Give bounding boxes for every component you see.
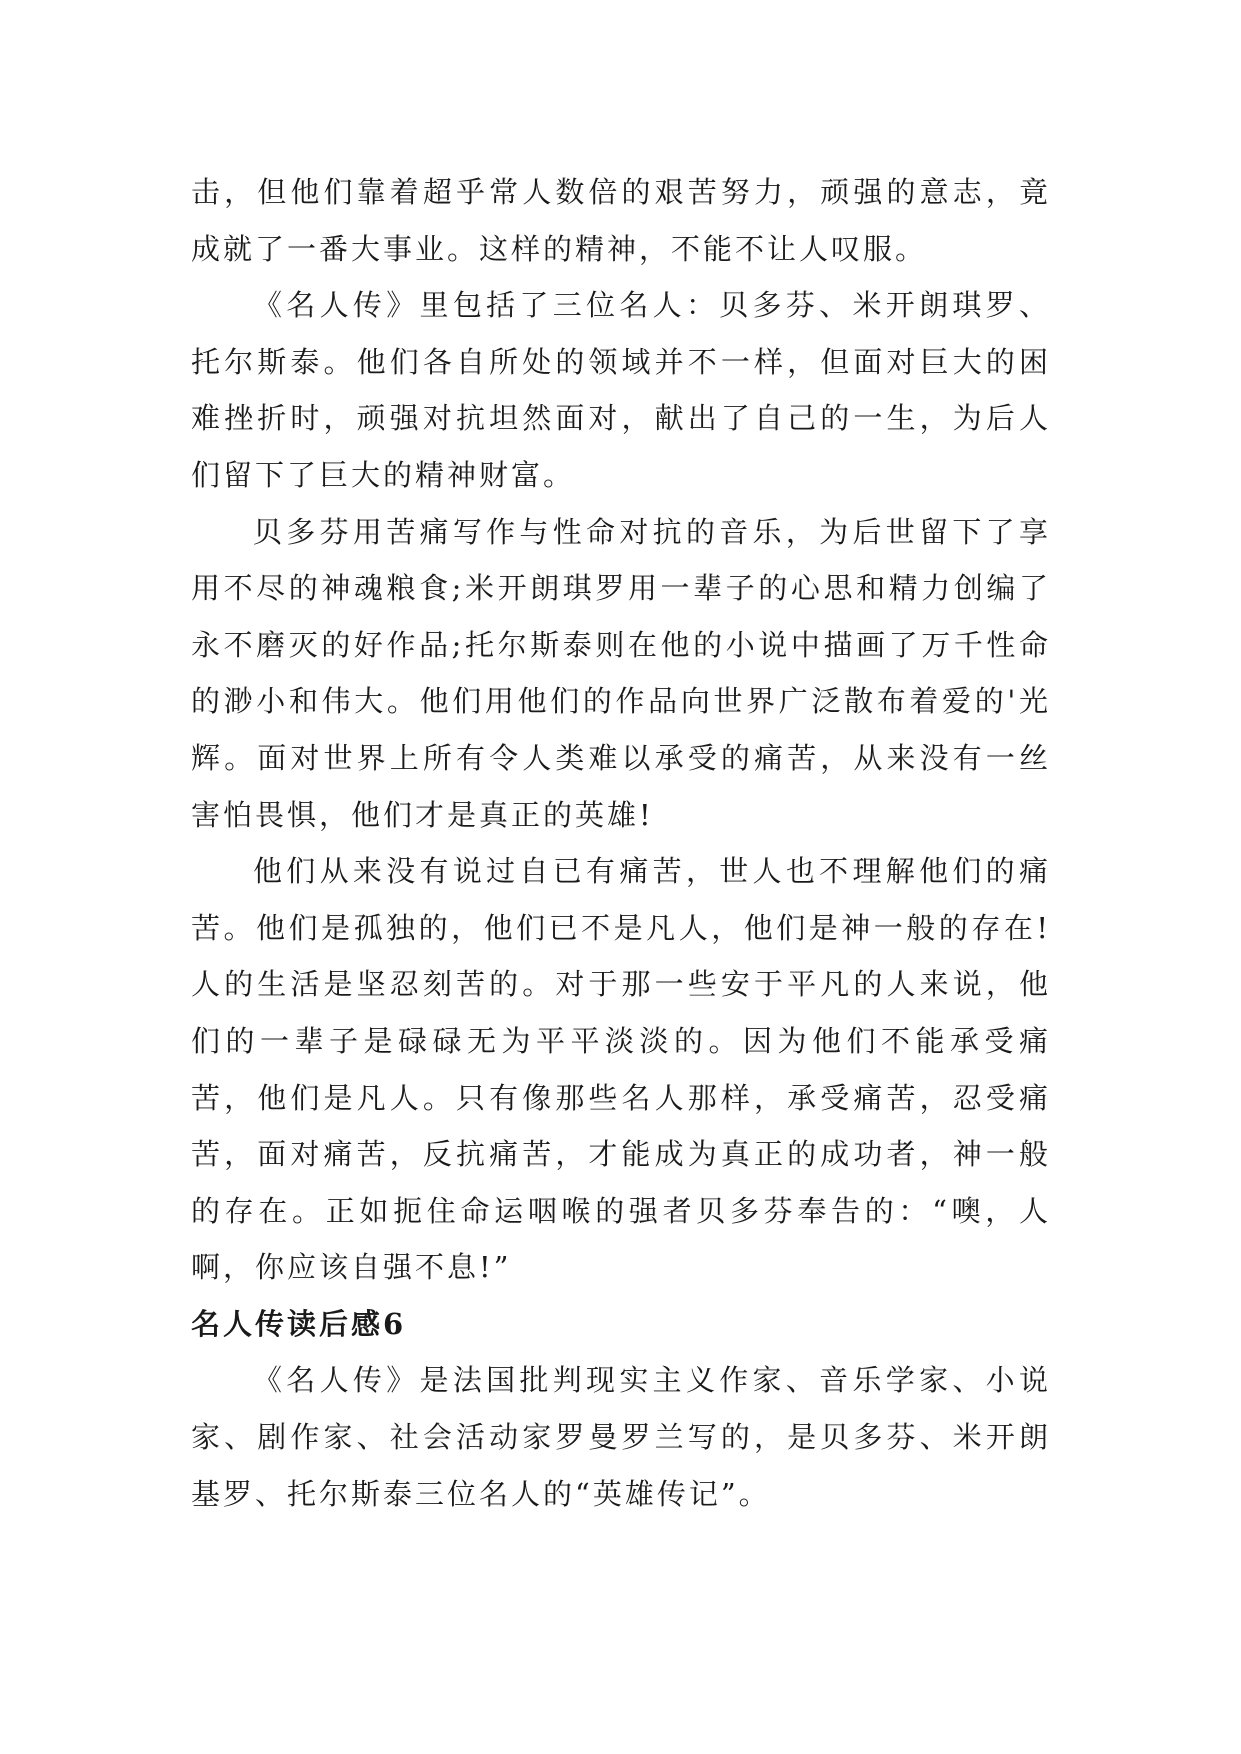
paragraph-5: 《名人传》是法国批判现实主义作家、音乐学家、小说家、剧作家、社会活动家罗曼罗兰写的，是贝多芬、米开朗基罗、托尔斯泰三位名人的“英雄传记”。 — [191, 1363, 1051, 1511]
paragraph-2: 《名人传》里包括了三位名人：贝多芬、米开朗琪罗、托尔斯泰。他们各自所处的领域并不一样，但面对巨大的困难挫折时，顽强对抗坦然面对，献出了自己的一生，为后人们留下了巨大的精神财富。 — [191, 288, 1051, 492]
paragraph-1: 击，但他们靠着超乎常人数倍的艰苦努力，顽强的意志，竟成就了一番大事业。这样的精神，不能不让人叹服。 — [191, 175, 1051, 266]
document-body — [191, 164, 1051, 1522]
paragraph-4: 他们从来没有说过自已有痛苦，世人也不理解他们的痛苦。他们是孤独的，他们已不是凡人，他们是神一般的存在!人的生活是坚忍刻苦的。对于那一些安于平凡的人来说，他们的一辈子是碌碌无为平平淡淡的。因为他们不能承受痛苦，他们是凡人。只有像那些名人那样，承受痛苦，忍受痛苦，面对痛苦，反抗痛苦，才能成为真正的成功者，神一般的存在。正如扼住命运咽喉的强者贝多芬奉告的：“噢，人啊，你应该自强不息!” — [191, 854, 1051, 1285]
section-heading: 名人传读后感6 — [191, 1306, 407, 1341]
paragraph-3: 贝多芬用苦痛写作与性命对抗的音乐，为后世留下了享用不尽的神魂粮食;米开朗琪罗用一辈子的心思和精力创编了永不磨灭的好作品;托尔斯泰则在他的小说中描画了万千性命的渺小和伟大。他们用他们的作品向世界广泛散布着爱的'光辉。面对世界上所有令人类难以承受的痛苦，从来没有一丝害怕畏惧，他们才是真正的英雄! — [191, 514, 1051, 832]
